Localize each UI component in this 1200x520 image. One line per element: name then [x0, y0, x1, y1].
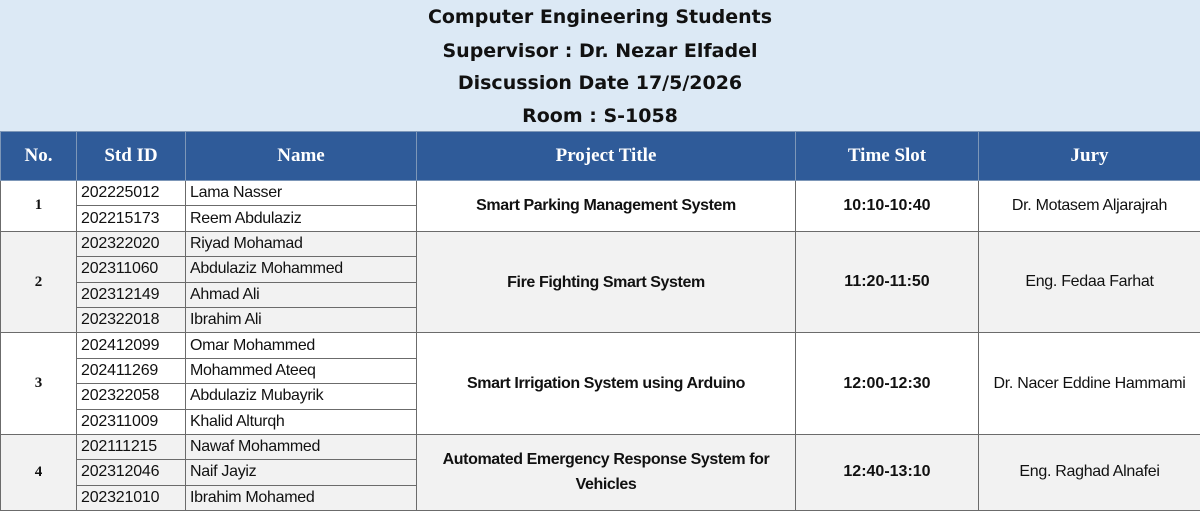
student-id: 202311009: [77, 409, 186, 434]
group-number: 3: [1, 333, 77, 435]
group-number: 1: [1, 181, 77, 232]
jury-member: Dr. Motasem Aljarajrah: [979, 181, 1200, 232]
header-row: [1, 132, 1200, 181]
title-block: [0, 0, 1200, 132]
supervisor-line: Supervisor : Dr. Nezar Elfadel: [442, 40, 758, 62]
student-name: Lama Nasser: [186, 181, 417, 206]
group-number: 2: [1, 231, 77, 333]
student-name: Riyad Mohamad: [186, 231, 417, 256]
discussion-date-line: Discussion Date 17/5/2026: [457, 72, 743, 94]
student-id: 202322018: [77, 307, 186, 332]
table-row: [1, 231, 1200, 256]
student-name: Mohammed Ateeq: [186, 358, 417, 383]
time-slot: 12:40-13:10: [796, 434, 979, 510]
student-id: 202111215: [77, 434, 186, 459]
student-id: 202215173: [77, 206, 186, 231]
student-id: 202412099: [77, 333, 186, 358]
student-id: 202321010: [77, 485, 186, 510]
student-name: Abdulaziz Mubayrik: [186, 384, 417, 409]
time-slot: 10:10-10:40: [796, 181, 979, 232]
student-id: 202322058: [77, 384, 186, 409]
student-name: Abdulaziz Mohammed: [186, 257, 417, 282]
col-header-no: No.: [1, 132, 77, 181]
project-title: Automated Emergency Response System for Vehicles: [417, 434, 796, 510]
student-name: Ibrahim Mohamed: [186, 485, 417, 510]
student-name: Khalid Alturqh: [186, 409, 417, 434]
col-header-time-slot: Time Slot: [796, 132, 979, 181]
col-header-std-id: Std ID: [77, 132, 186, 181]
student-id: 202411269: [77, 358, 186, 383]
student-name: Nawaf Mohammed: [186, 434, 417, 459]
student-id: 202322020: [77, 231, 186, 256]
col-header-jury: Jury: [979, 132, 1200, 181]
jury-member: Eng. Raghad Alnafei: [979, 434, 1200, 510]
project-title: Fire Fighting Smart System: [417, 231, 796, 333]
time-slot: 12:00-12:30: [796, 333, 979, 435]
student-id: 202225012: [77, 181, 186, 206]
col-header-project-title: Project Title: [417, 132, 796, 181]
student-name: Omar Mohammed: [186, 333, 417, 358]
project-title: Smart Parking Management System: [417, 181, 796, 232]
jury-member: Eng. Fedaa Farhat: [979, 231, 1200, 333]
table-row: [1, 434, 1200, 459]
student-id: 202312149: [77, 282, 186, 307]
project-title: Smart Irrigation System using Arduino: [417, 333, 796, 435]
student-name: Ahmad Ali: [186, 282, 417, 307]
student-id: 202312046: [77, 460, 186, 485]
student-id: 202311060: [77, 257, 186, 282]
group-number: 4: [1, 434, 77, 510]
sheet-title: Computer Engineering Students: [427, 6, 773, 28]
student-name: Reem Abdulaziz: [186, 206, 417, 231]
table-row: [1, 333, 1200, 358]
schedule-table: [0, 131, 1200, 511]
student-name: Naif Jayiz: [186, 460, 417, 485]
room-line: Room : S-1058: [522, 105, 678, 127]
col-header-name: Name: [186, 132, 417, 181]
jury-member: Dr. Nacer Eddine Hammami: [979, 333, 1200, 435]
table-row: [1, 181, 1200, 206]
student-name: Ibrahim Ali: [186, 307, 417, 332]
time-slot: 11:20-11:50: [796, 231, 979, 333]
